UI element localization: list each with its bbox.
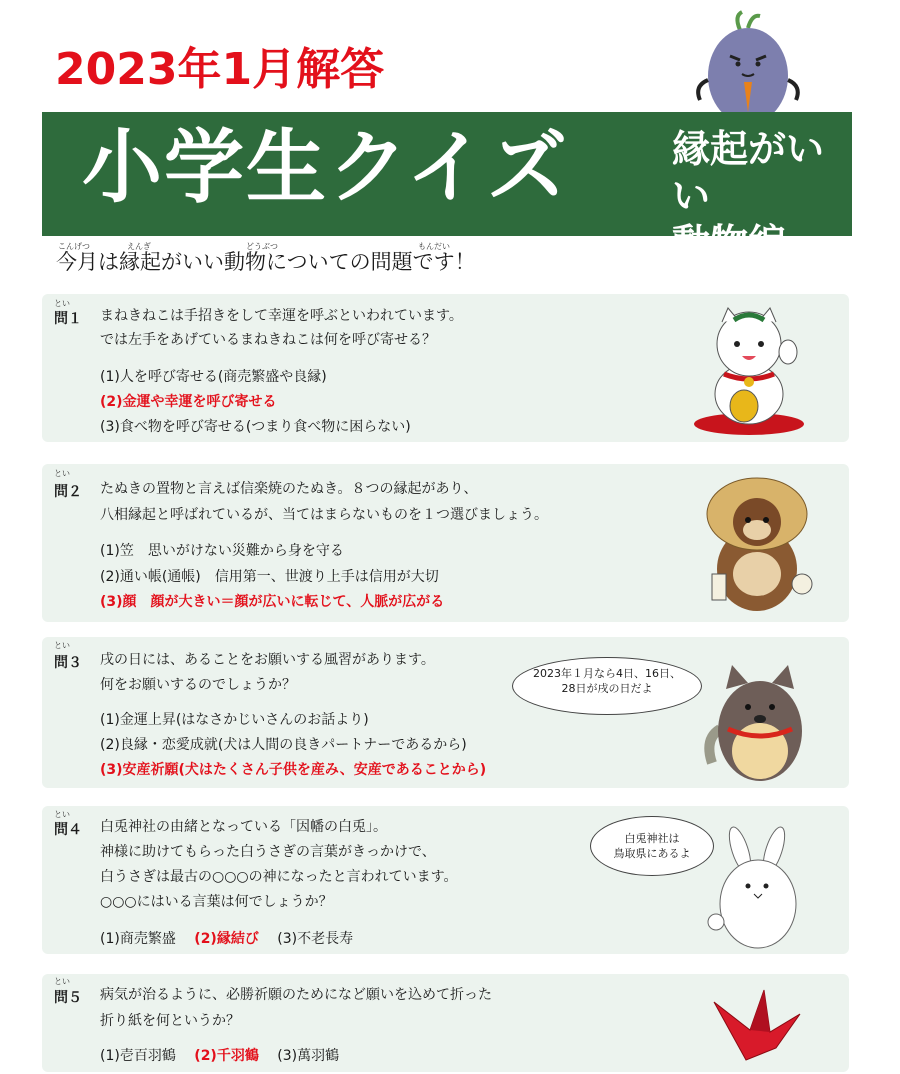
- question-label: 問４: [54, 822, 82, 838]
- question-text: 折り紙を何というか？: [100, 1013, 240, 1029]
- option: (1)壱百羽鶴: [100, 1048, 176, 1064]
- question-text: まねきねこは手招きをして幸運を呼ぶといわれています。: [100, 308, 463, 324]
- answer-option: (3)安産祈願(犬はたくさん子供を産み、安産であることから): [100, 762, 487, 778]
- bubble-line: 白兎神社は: [624, 832, 680, 845]
- option: (1)人を呼び寄せる(商売繁盛や良縁): [100, 369, 327, 385]
- ruby: えんぎ: [127, 242, 151, 251]
- options-row: [100, 1049, 353, 1063]
- question-text: たぬきの置物と言えば信楽焼のたぬき。８つの縁起があり、: [100, 481, 478, 497]
- question-card-4: [42, 806, 849, 954]
- bubble-line: 2023年１月なら4日、16日、: [533, 667, 681, 680]
- paper-crane-icon: [710, 986, 806, 1062]
- ruby: こんげつ: [58, 242, 90, 251]
- ruby: どうぶつ: [246, 242, 278, 251]
- eggplant-mascot-icon: [682, 10, 812, 120]
- answer-option: (2)縁結び: [194, 931, 259, 947]
- question-text: 神様に助けてもらった白うさぎの言葉がきっかけで、: [100, 844, 436, 860]
- ruby: とい: [54, 977, 70, 986]
- sub-title: [672, 126, 852, 267]
- question-text: では左手をあげているまねきねこは何を呼び寄せる？: [100, 332, 436, 348]
- question-text: 何をお願いするのでしょうか？: [100, 677, 296, 693]
- ruby: とい: [54, 641, 70, 650]
- answer-option: (2)千羽鶴: [194, 1048, 259, 1064]
- sub-title-line-1: 縁起がいい: [672, 127, 825, 218]
- ruby: とい: [54, 469, 70, 478]
- question-text: 白うさぎは最古の○○○の神になったと言われています。: [100, 869, 458, 885]
- bubble-line: 28日が戌の日だよ: [561, 682, 653, 695]
- option: (2)良縁・恋愛成就(犬は人間の良きパートナーであるから): [100, 737, 467, 753]
- options-row: [100, 932, 367, 946]
- ruby: とい: [54, 810, 70, 819]
- option: (1)金運上昇(はなさかじいさんのお話より): [100, 712, 369, 728]
- maneki-neko-icon: [684, 302, 814, 437]
- question-text: 病気が治るように、必勝祈願のためになど願いを込めて折った: [100, 987, 492, 1003]
- option: (3)萬羽鶴: [277, 1048, 340, 1064]
- tanuki-statue-icon: [702, 474, 822, 614]
- question-text: ○○○にはいる言葉は何でしょうか？: [100, 894, 333, 910]
- answer-option: (3)顔 顔が大きい＝顔が広いに転じて、人脈が広がる: [100, 594, 445, 610]
- option: (3)食べ物を呼び寄せる(つまり食べ物に困らない): [100, 419, 411, 435]
- speech-bubble: [590, 816, 714, 876]
- white-rabbit-icon: [702, 826, 812, 951]
- year-title: 2023年1月解答: [55, 44, 385, 95]
- option: (1)笠 思いがけない災難から身を守る: [100, 543, 344, 559]
- question-card-1: [42, 294, 849, 442]
- intro-text: 今月は縁起がいい動物についての問題です！: [56, 250, 476, 274]
- question-card-5: [42, 974, 849, 1072]
- question-card-3: [42, 637, 849, 788]
- main-title: 小学生クイズ: [82, 121, 570, 214]
- question-text: 白兎神社の由緒となっている「因幡の白兎」。: [100, 819, 387, 835]
- ruby: とい: [54, 299, 70, 308]
- question-card-2: [42, 464, 849, 622]
- question-text: 八相縁起と呼ばれているが、当てはまらないものを１つ選びましょう。: [100, 507, 548, 523]
- dog-icon: [702, 659, 812, 784]
- answer-option: (2)金運や幸運を呼び寄せる: [100, 394, 277, 410]
- option: (3)不老長寿: [277, 931, 354, 947]
- bubble-line: 鳥取県にあるよ: [613, 847, 691, 860]
- question-label: 問１: [54, 311, 82, 327]
- option: (1)商売繁盛: [100, 931, 176, 947]
- question-label: 問３: [54, 655, 82, 671]
- speech-bubble: [512, 657, 702, 715]
- question-text: 戌の日には、あることをお願いする風習があります。: [100, 652, 435, 668]
- question-label: 問５: [54, 990, 82, 1006]
- option: (2)通い帳(通帳) 信用第一、世渡り上手は信用が大切: [100, 569, 439, 585]
- sub-title-line-2: 動物編: [672, 221, 787, 265]
- ruby: もんだい: [418, 242, 450, 251]
- question-label: 問２: [54, 484, 82, 500]
